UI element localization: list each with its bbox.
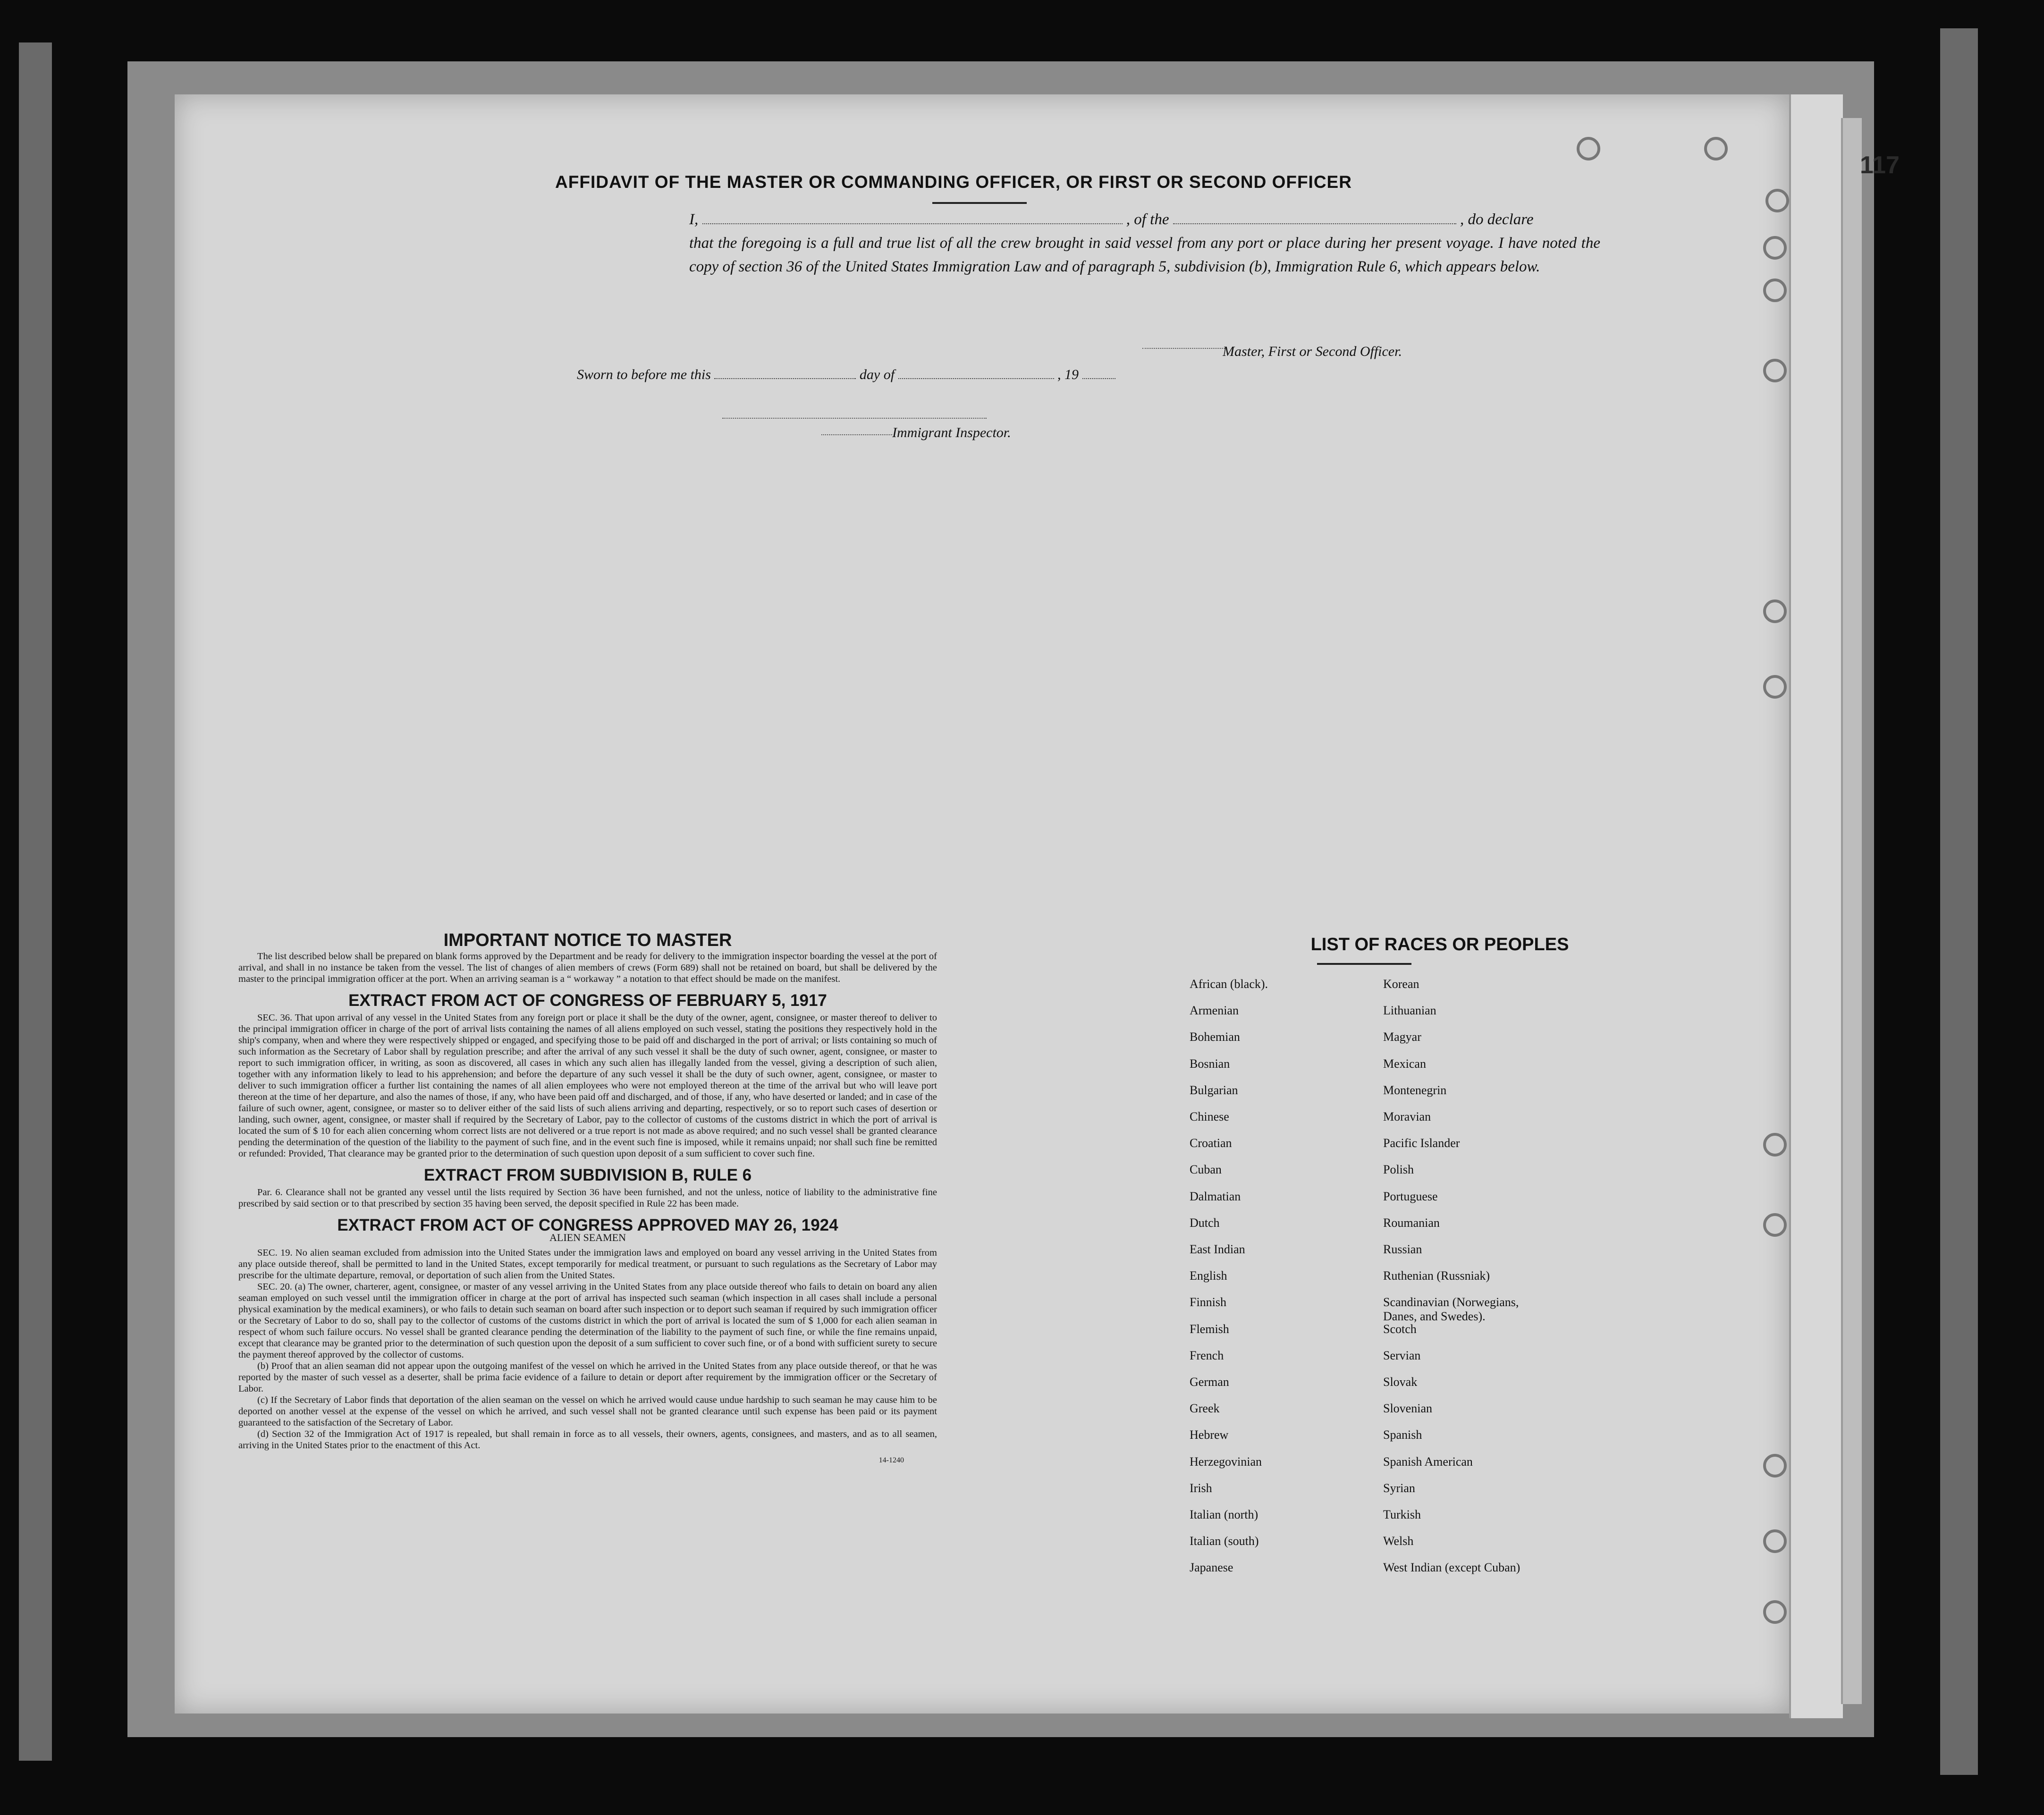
race-item: German [1190, 1375, 1229, 1389]
race-item: Welsh [1383, 1534, 1414, 1548]
master-signature-line [1142, 348, 1225, 349]
affidavit-i-label: I, [689, 211, 699, 228]
punch-hole [1763, 675, 1787, 699]
sworn-year-blank [1082, 366, 1115, 379]
sworn-day-blank [714, 366, 856, 379]
race-item: Polish [1383, 1163, 1414, 1177]
race-item: Magyar [1383, 1030, 1421, 1044]
race-item: Bosnian [1190, 1056, 1230, 1071]
punch-hole [1765, 189, 1789, 212]
page-stack-edge-back [1841, 118, 1862, 1704]
race-item: Lithuanian [1383, 1004, 1436, 1018]
extract-1924-sec20b: (b) Proof that an alien seaman did not appear upon the outgoing manifest of the vessel on which he arrived in the United States from any place outside thereof, or that he was reported by the master of such vessel as a deserter, shall be prima facie evidence of a failure to detain or deport after requirement by the immigration officer or the Secretary of Labor. [238, 1361, 937, 1394]
race-item: Flemish [1190, 1322, 1229, 1336]
race-item: Montenegrin [1383, 1083, 1447, 1097]
notice-column [238, 930, 937, 1466]
punch-hole [1763, 1133, 1787, 1157]
race-item: Croatian [1190, 1136, 1232, 1150]
race-item: Slovak [1383, 1375, 1418, 1389]
race-item: Syrian [1383, 1481, 1415, 1495]
race-item: Italian (north) [1190, 1508, 1258, 1521]
extract-rule6-text: Par. 6. Clearance shall not be granted any vessel until the lists required by Section 36 have been furnished, and not the unless, notice of liability to the administrative fine prescribed by said section or to that prescribed by section 35 having been served, the deposit specified in Rule 22 has been made. [238, 1187, 937, 1209]
affidavit-do-declare-label: , do declare [1460, 211, 1534, 228]
extract-1924-title: EXTRACT FROM ACT OF CONGRESS APPROVED MAY 26, 1924 [337, 1216, 838, 1234]
race-item: English [1190, 1269, 1227, 1283]
extract-rule6-title: EXTRACT FROM SUBDIVISION B, RULE 6 [423, 1166, 752, 1184]
race-item: Bohemian [1190, 1030, 1240, 1044]
race-item: Korean [1383, 977, 1419, 991]
race-item: Mexican [1383, 1056, 1426, 1071]
race-item: Moravian [1383, 1110, 1431, 1123]
punch-hole [1763, 359, 1787, 382]
race-item: French [1190, 1348, 1224, 1362]
affidavit-title: AFFIDAVIT OF THE MASTER OR COMMANDING OFFICER, OR FIRST OR SECOND OFFICER [555, 172, 1352, 192]
punch-hole [1763, 1213, 1787, 1237]
extract-1924-subtitle: ALIEN SEAMEN [549, 1232, 626, 1243]
master-name-blank [702, 211, 1123, 224]
extract-1924-sec20a: SEC. 20. (a) The owner, charterer, agent, consignee, or master of any vessel arriving in the United States from any place outside thereof who fails to detain on board any alien seaman employed on such vessel until the immigration officer in charge at the port of arrival has inspected such seaman (which inspection in all cases shall include a personal physical examination by the medical examiners), or who fails to detain such seaman on board after such inspection or to deport such seaman if required by such immigration officer or the Secretary of Labor to do so, shall pay to the collector of customs of the customs district in which the port of arrival is located the sum of $ 1,000 for each alien seaman in respect of whom such failure occurs. No vessel shall be granted clearance pending the determination of the liability to the payment of such fine, or while the fine remains unpaid, except that clearance may be granted prior to the determination of such question upon the deposit of a sum sufficient to cover such fine, or of a bond with sufficient surety to secure the payment thereof approved by the collector of customs. [238, 1282, 937, 1360]
form-number: 14-1240 [878, 1456, 904, 1464]
page-stack-edge [1789, 94, 1843, 1718]
race-item: Herzegovinian [1190, 1454, 1262, 1469]
race-item: Ruthenian (Russniak) [1383, 1269, 1490, 1283]
races-title-rule [1317, 963, 1411, 965]
extract-1924-sec20c: (c) If the Secretary of Labor finds that deportation of the alien seaman on the vessel on which he arrived would cause undue hardship to such seaman he may cause him to be deported on another vessel at the expense of the vessel on which he arrived, and such vessel shall not be granted clearance until such expense has been paid or its payment guaranteed to the satisfaction of the Secretary of Labor. [238, 1395, 937, 1428]
inspector-label: Immigrant Inspector. [892, 425, 1011, 440]
race-item: Cuban [1190, 1163, 1222, 1177]
race-item: Italian (south) [1190, 1534, 1259, 1548]
race-item: West Indian (except Cuban) [1383, 1561, 1520, 1575]
extract-1924-sec19: SEC. 19. No alien seaman excluded from admission into the United States under the immigration laws and employed on board any vessel arriving in the United States from any place outside thereof, shall be permitted to land in the United States, except temporarily for medical treatment, or pursuant to such regulations as the Secretary of Labor may prescribe for the ultimate departure, removal, or deportation of such alien from the United States. [238, 1248, 937, 1281]
race-item: Scotch [1383, 1322, 1417, 1336]
vessel-name-blank [1173, 211, 1456, 224]
race-item: Chinese [1190, 1110, 1229, 1123]
races-title: LIST OF RACES OR PEOPLES [1310, 935, 1569, 954]
race-item: Pacific Islander [1383, 1136, 1460, 1150]
sworn-month-blank [898, 366, 1054, 379]
extract-1917-title: EXTRACT FROM ACT OF CONGRESS OF FEBRUARY 5, 1917 [348, 991, 827, 1010]
race-item: Bulgarian [1190, 1083, 1238, 1097]
sworn-label: Sworn to before me this [577, 367, 711, 382]
master-signature-label: Master, First or Second Officer. [1223, 344, 1402, 359]
race-item: Turkish [1383, 1508, 1421, 1521]
race-item: Greek [1190, 1401, 1220, 1416]
punch-hole [1763, 1454, 1787, 1477]
punch-hole [1577, 137, 1600, 160]
document-page [175, 94, 1789, 1714]
affidavit-of-the-label: , of the [1126, 211, 1169, 228]
affidavit-declaration-line [689, 208, 1600, 231]
race-item: Roumanian [1383, 1216, 1440, 1230]
race-item: Finnish [1190, 1295, 1227, 1309]
day-of-label: day of [859, 367, 895, 382]
page-number: 117 [1860, 152, 1900, 179]
affidavit-body: that the foregoing is a full and true list of all the crew brought in said vessel from any port or place during her present voyage. I have noted the copy of section 36 of the United States Immigration Law and of paragraph 5, subdivision (b), Immigration Rule 6, which appears below. [689, 235, 1600, 275]
inspector-signature-line-short [821, 434, 892, 435]
race-item: Spanish American [1383, 1454, 1473, 1469]
punch-hole [1763, 279, 1787, 302]
race-item: Spanish [1383, 1428, 1422, 1442]
race-item: Irish [1190, 1481, 1212, 1495]
extract-1924-sec20d: (d) Section 32 of the Immigration Act of 1917 is repealed, but shall remain in force as to all vessels, their owners, agents, consignees, and masters, and as to all seamen, arriving in the United States prior to the enactment of this Act. [238, 1429, 937, 1451]
race-item: East Indian [1190, 1242, 1245, 1256]
race-item: Scandinavian (Norwegians, Danes, and Swedes). [1383, 1295, 1519, 1324]
year-label: , 19 [1057, 367, 1079, 382]
punch-hole [1763, 599, 1787, 623]
punch-hole [1763, 1529, 1787, 1553]
punch-hole [1704, 137, 1728, 160]
punch-hole [1763, 236, 1787, 260]
notice-text: The list described below shall be prepared on blank forms approved by the Department and be ready for delivery to the immigration inspector boarding the vessel at the port of arrival, and shall in no instance be taken from the vessel. The list of changes of alien members of crews (Form 689) shall not be retained on board, but shall be delivered by the master to the principal immigration officer at the port. When an arriving seaman is a “ workaway ” a notation to that effect should be made on the manifest. [238, 951, 937, 984]
affidavit-title-rule [932, 202, 1027, 204]
race-item: Slovenian [1383, 1401, 1432, 1416]
race-item: Portuguese [1383, 1189, 1438, 1203]
race-item: Hebrew [1190, 1428, 1229, 1442]
race-item: Dutch [1190, 1216, 1220, 1230]
race-item: African (black). [1190, 977, 1268, 991]
extract-1917-text: SEC. 36. That upon arrival of any vessel in the United States from any foreign port or place it shall be the duty of the owner, agent, consignee, or master thereof to deliver to the principal immigration officer in charge of the port of arrival lists containing the names of all aliens employed on such vessel, stating the positions they respectively hold in the ship's company, when and where they were respectively shipped or engaged, and specifying those to be paid off and discharged in the port of arrival; or lists containing so much of such information as the Secretary of Labor shall by regulation prescribe; and after the arrival of any such vessel it shall be the duty of such owner, agent, consignee, or master to report to such immigration officer, in writing, as soon as discovered, all cases in which any such alien has illegally landed from the vessel, giving a description of such alien, together with any information likely to lead to his apprehension; and before the departure of any such vessel it shall be the duty of such owner, agent, consignee, or master to deliver to such immigration officer a further list containing the names of all alien employees who were not employed thereon at the time of the arrival but who will leave port thereon at the time of her departure, and also the names of those, if any, who have been paid off and discharged, and of those, if any, who have deserted or landed; and in case of the failure of such owner, agent, consignee, or master so to deliver either of the said lists of such aliens arriving and departing, respectively, or so to report such cases of desertion or landing, such owner, agent, consignee, or master shall if required by the Secretary of Labor, pay to the collector of customs of the customs district in which the port of arrival is located the sum of $ 10 for each alien concerning whom correct lists are not delivered or a true report is not made as above required; and no such vessel shall be granted clearance pending the determination of the question of the liability to the payment of such fine, and in the event such fine is imposed, while it remains unpaid; nor shall such fine be remitted or refunded: Provided, That clearance may be granted prior to the determination of such question upon deposit of a sum sufficient to cover such fine. [238, 1013, 937, 1159]
race-item: Russian [1383, 1242, 1422, 1256]
race-item: Dalmatian [1190, 1189, 1241, 1203]
film-strip-left [19, 42, 52, 1761]
inspector-signature-line [722, 418, 987, 419]
notice-title: IMPORTANT NOTICE TO MASTER [443, 930, 732, 950]
race-item: Servian [1383, 1348, 1421, 1362]
sworn-line [577, 366, 1115, 383]
film-strip-right [1940, 28, 1978, 1775]
race-item: Armenian [1190, 1004, 1239, 1018]
punch-hole [1763, 1600, 1787, 1624]
race-item: Japanese [1190, 1561, 1233, 1575]
